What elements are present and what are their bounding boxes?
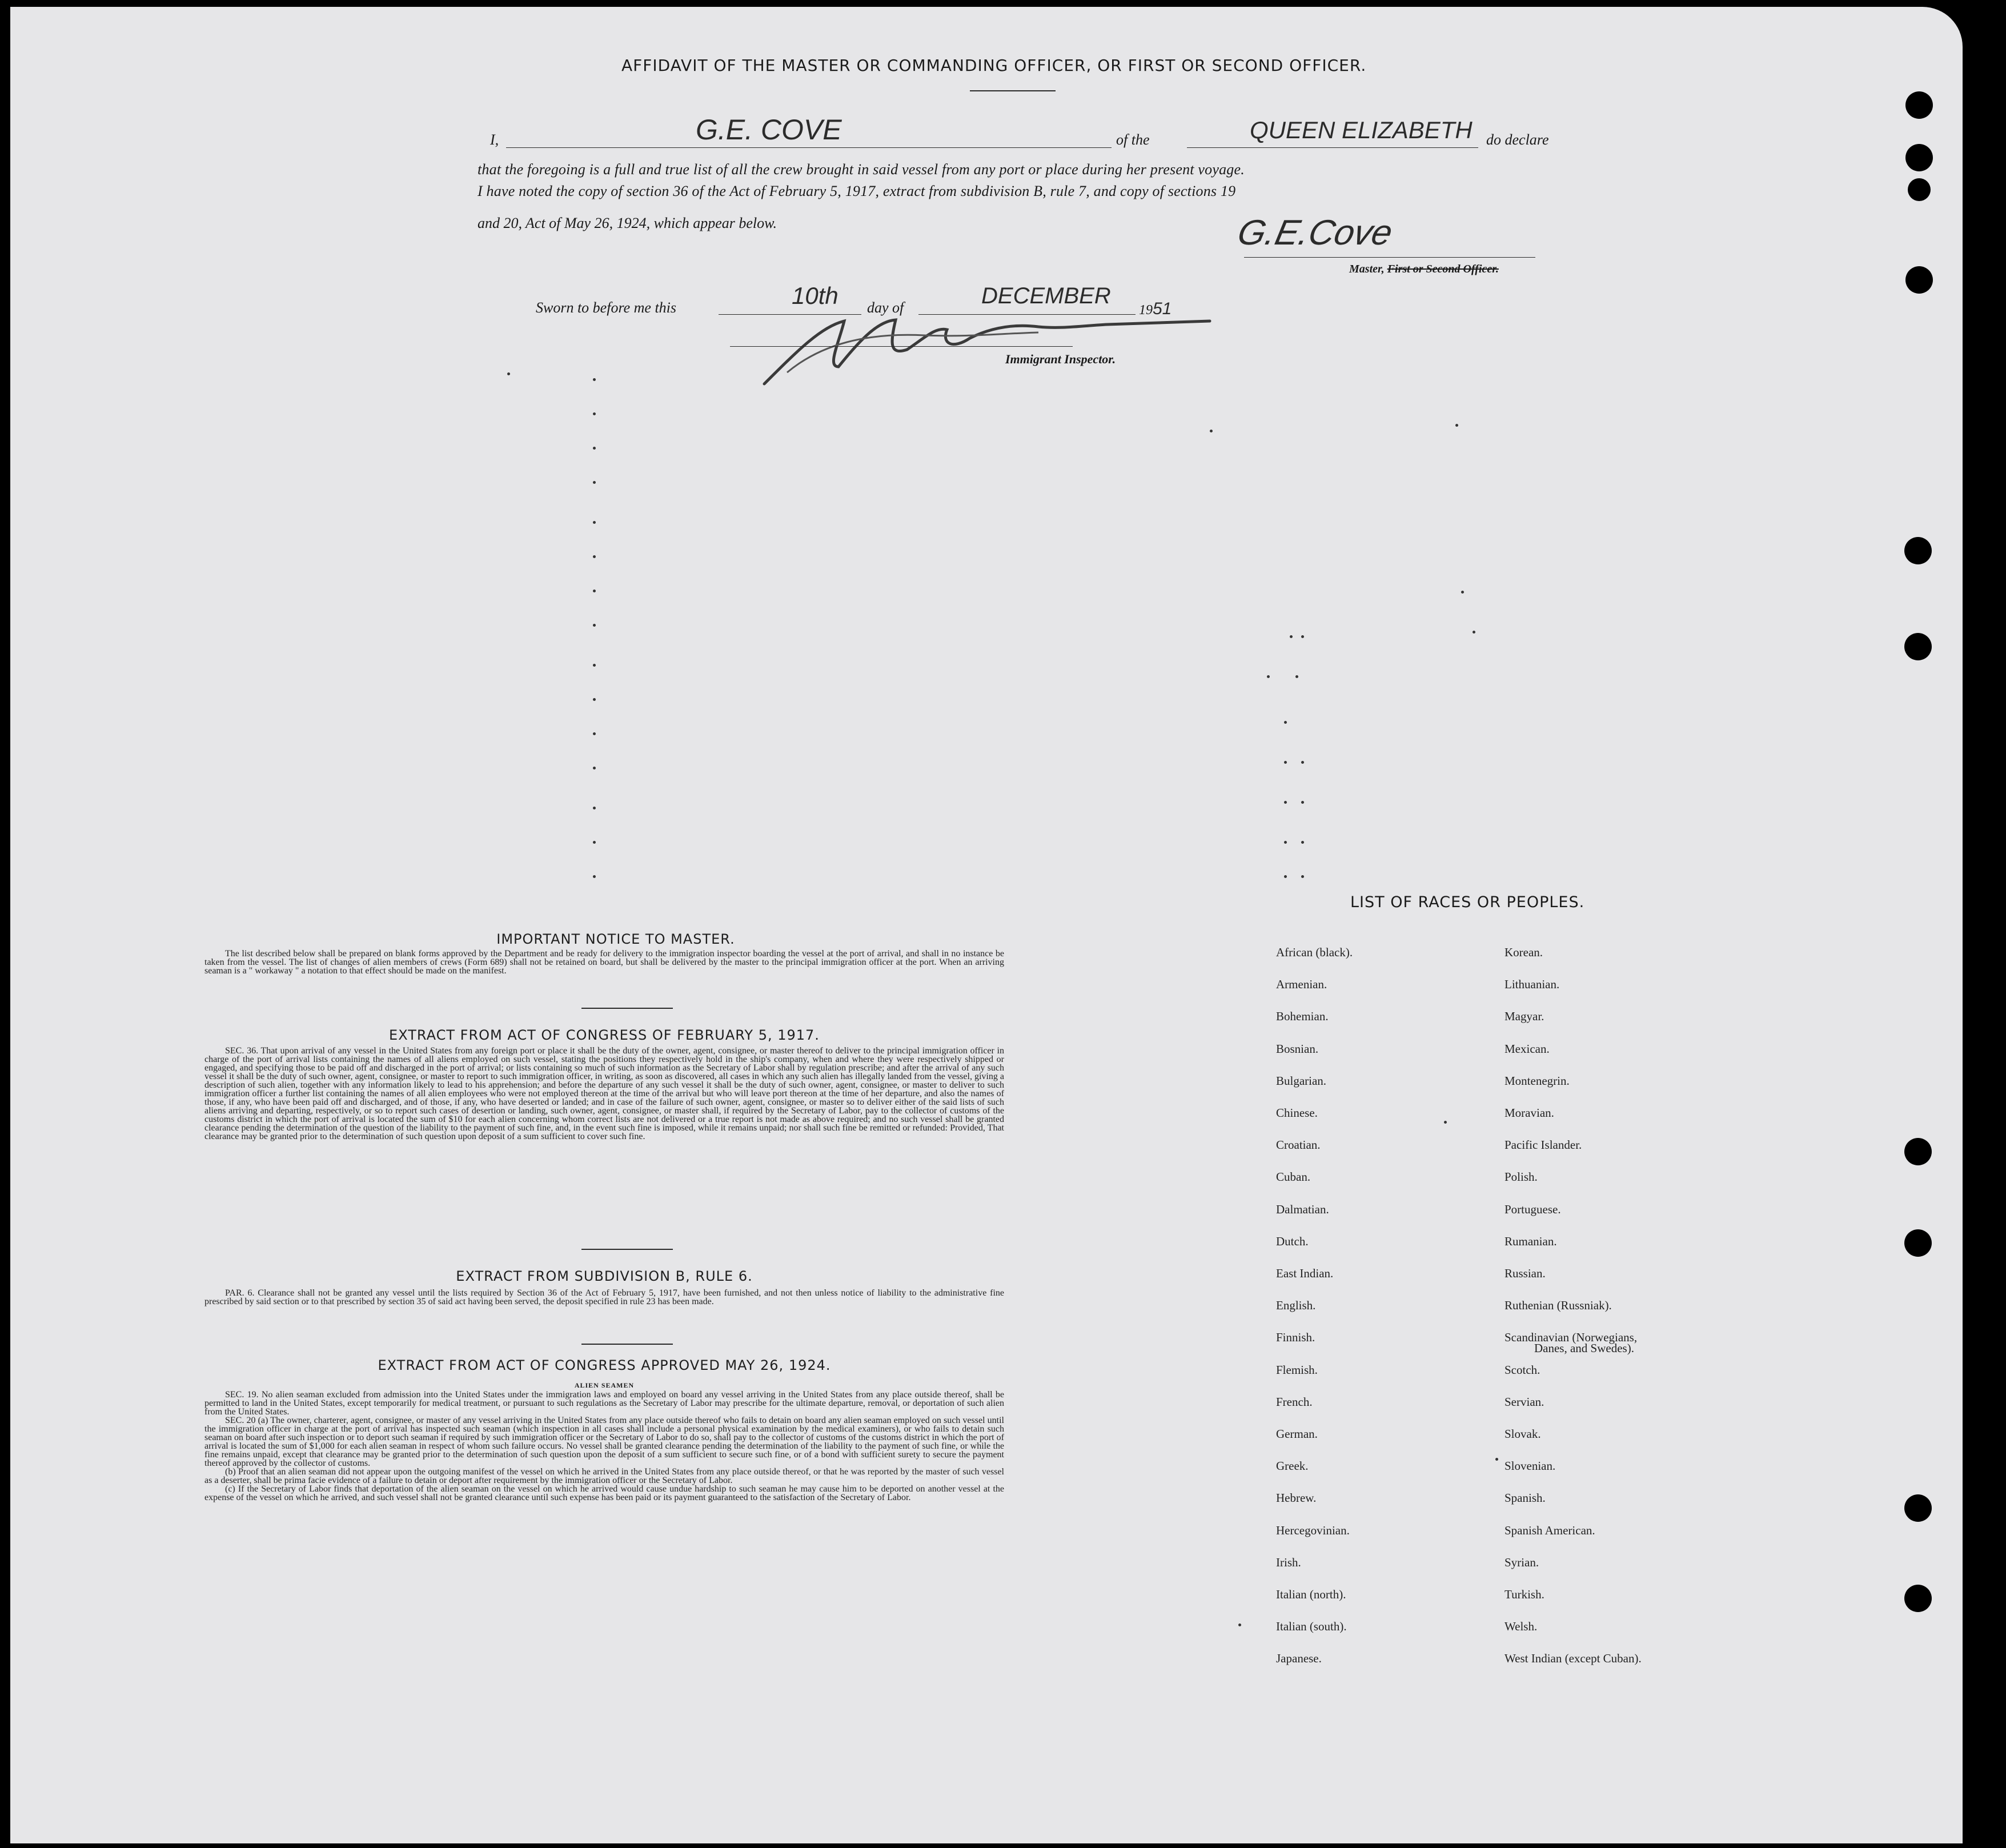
race-item: Turkish. — [1504, 1588, 1544, 1601]
dot — [1301, 635, 1304, 638]
dot — [593, 590, 596, 592]
master-signature-line — [1244, 257, 1535, 258]
dot — [1210, 430, 1213, 432]
dot — [1284, 841, 1287, 844]
inspector-signature-line — [730, 346, 1073, 347]
dot — [593, 875, 596, 878]
extract3-paragraph-1: SEC. 19. No alien seaman excluded from admission into the United States under the immigration laws and employed on board any vessel arriving in the United States from any place outside thereof, shall be permitted to land in the United States, except temporarily for medical treatment, or pursuant to such regulations as the Secretary of Labor may prescribe for the ultimate departure, removal, or deportation of such alien from the United States. — [204, 1390, 1004, 1417]
punch-hole — [1904, 1585, 1932, 1612]
race-item: Dalmatian. — [1276, 1202, 1329, 1216]
dot — [593, 378, 596, 381]
dot — [1295, 675, 1298, 678]
year-prefix: 19 — [1139, 303, 1153, 318]
race-item: Spanish American. — [1504, 1524, 1595, 1537]
do-declare-label: do declare — [1486, 131, 1549, 148]
race-item: Ruthenian (Russniak). — [1504, 1298, 1612, 1312]
extract2-title: EXTRACT FROM SUBDIVISION B, RULE 6. — [456, 1268, 753, 1284]
race-item: Irish. — [1276, 1556, 1301, 1569]
race-item: Spanish. — [1504, 1491, 1546, 1505]
divider — [581, 1249, 673, 1250]
dot — [1444, 1121, 1447, 1124]
dot — [1301, 801, 1304, 804]
race-item: Moravian. — [1504, 1106, 1554, 1120]
notice-paragraph: The list described below shall be prepared on blank forms approved by the Department and be ready for delivery to the immigration inspector boarding the vessel at the port of arrival, and shall in no instance be taken from the vessel. The list of changes of alien members of crews (Form 689) shall not be retained on board, but shall be delivered by the master to the principal immigration officer at the port. When an arriving seaman is a " workaway " a notation to that effect should be made on the manifest. — [204, 949, 1004, 976]
dot — [593, 624, 596, 627]
dot — [593, 521, 596, 524]
inspector-caption: Immigrant Inspector. — [1005, 352, 1116, 366]
dot — [593, 841, 596, 844]
race-item: East Indian. — [1276, 1266, 1334, 1280]
notice-title: IMPORTANT NOTICE TO MASTER. — [496, 931, 735, 947]
race-item: Armenian. — [1276, 977, 1327, 991]
race-item: Bosnian. — [1276, 1042, 1319, 1056]
extract1-text — [204, 1047, 1004, 1141]
race-item: Finnish. — [1276, 1330, 1315, 1344]
year-value: 51 — [1153, 299, 1172, 318]
extract2-text — [204, 1289, 1004, 1306]
divider — [581, 1008, 673, 1009]
race-item: Magyar. — [1504, 1009, 1544, 1023]
dot — [1238, 1623, 1241, 1626]
race-item: Italian (south). — [1276, 1619, 1347, 1633]
dot — [593, 555, 596, 558]
dot — [1455, 424, 1458, 427]
race-item: Cuban. — [1276, 1170, 1311, 1184]
race-item: Russian. — [1504, 1266, 1546, 1280]
dot — [593, 698, 596, 701]
dot — [593, 767, 596, 769]
of-the-label: of the — [1116, 131, 1150, 148]
affidavit-line-4: and 20, Act of May 26, 1924, which appear below. — [478, 215, 777, 231]
extract3-subtitle: ALIEN SEAMEN — [574, 1381, 635, 1389]
dot — [593, 481, 596, 484]
affidavit-line-3: I have noted the copy of section 36 of the Act of February 5, 1917, extract from subdivision B, rule 7, and copy of sections 19 — [478, 183, 1236, 199]
dot — [593, 807, 596, 809]
affidavit-line-2: that the foregoing is a full and true list of all the crew brought in said vessel from any port or place during her present voyage. — [478, 161, 1245, 178]
race-item: Rumanian. — [1504, 1234, 1557, 1248]
dot — [1473, 631, 1475, 634]
notice-text — [204, 949, 1004, 975]
dot — [1495, 1458, 1498, 1461]
race-item: Syrian. — [1504, 1556, 1539, 1569]
dot — [593, 732, 596, 735]
vessel-name-line — [1187, 147, 1478, 148]
race-item: Scotch. — [1504, 1363, 1540, 1377]
dot — [1301, 841, 1304, 844]
punch-hole — [1904, 1229, 1932, 1257]
race-item: Hercegovinian. — [1276, 1524, 1350, 1537]
dot — [507, 372, 510, 375]
affidavit-title: AFFIDAVIT OF THE MASTER OR COMMANDING OFFICER, OR FIRST OR SECOND OFFICER. — [621, 56, 1367, 75]
extract3-paragraph-4: (c) If the Secretary of Labor finds that deportation of the alien seaman on the vessel on which he arrived would cause undue hardship to such seaman he may cause him to be deported on another vessel at the expense of the vessel on which he arrived, and such vessel shall not be granted clearance until such expense has been paid or its payment guaranteed to the satisfaction of the Secretary of Labor. — [204, 1484, 1004, 1502]
sworn-day: 10th — [792, 282, 838, 309]
dot — [593, 447, 596, 450]
sworn-label: Sworn to before me this — [536, 299, 677, 316]
dot — [1301, 761, 1304, 764]
sworn-month: DECEMBER — [981, 283, 1111, 308]
race-item: Pacific Islander. — [1504, 1138, 1582, 1152]
punch-hole — [1905, 144, 1933, 171]
race-item: Greek. — [1276, 1459, 1309, 1473]
extract1-title: EXTRACT FROM ACT OF CONGRESS OF FEBRUARY 5, 1917. — [389, 1027, 820, 1043]
dot — [1284, 721, 1287, 724]
dot — [1290, 635, 1293, 638]
extract3-text — [204, 1390, 1004, 1502]
race-item: Welsh. — [1504, 1619, 1538, 1633]
master-name-line — [506, 147, 1112, 148]
i-label: I, — [490, 131, 499, 148]
race-item: Slovenian. — [1504, 1459, 1556, 1473]
race-item: Slovak. — [1504, 1427, 1541, 1441]
punch-hole — [1905, 91, 1933, 119]
extract3-paragraph-2: SEC. 20 (a) The owner, charterer, agent, consignee, or master of any vessel arriving in the United States from any place outside thereof who fails to detain on board any alien seaman employed on such vessel until the immigration officer in charge at the port of arrival has inspected such seaman (which inspection in all cases shall include a personal physical examination by the medical examiners), or who fails to detain such seaman on board after such inspection or to deport such seaman if required by such immigration officer or the Secretary of Labor to do so, shall pay to the collector of customs of the customs district in which the port of arrival is located the sum of $1,000 for each alien seaman in respect of whom such failure occurs. No vessel shall be granted clearance pending the determination of the liability to the payment of such fine, or while the fine remains unpaid, except that clearance may be granted prior to the determination of such question upon the deposit of a sum sufficient to secure such fine, or of a bond with sufficient surety to secure the payment thereof approved by the collector of customs. — [204, 1416, 1004, 1468]
race-item: Croatian. — [1276, 1138, 1321, 1152]
race-item: Lithuanian. — [1504, 977, 1560, 991]
dot — [1267, 675, 1270, 678]
race-item: African (black). — [1276, 945, 1353, 959]
extract2-paragraph: PAR. 6. Clearance shall not be granted any vessel until the lists required by Section 36 of the Act of February 5, 1917, have been furnished, and not then unless notice of liability to the administrative fine prescribed by said section or to that prescribed by section 35 of said act having been served, the deposit specified in rule 23 has been made. — [204, 1288, 1004, 1306]
race-item: Montenegrin. — [1504, 1074, 1570, 1088]
race-item: Portuguese. — [1504, 1202, 1561, 1216]
races-title: LIST OF RACES OR PEOPLES. — [1350, 893, 1585, 911]
race-item: Italian (north). — [1276, 1588, 1346, 1601]
punch-hole — [1904, 537, 1932, 564]
race-item: Korean. — [1504, 945, 1543, 959]
master-caption-label: Master, — [1349, 263, 1385, 275]
day-of-label: day of — [867, 299, 904, 316]
dot — [1284, 761, 1287, 764]
race-item: Mexican. — [1504, 1042, 1550, 1056]
dot — [1301, 875, 1304, 878]
punch-hole — [1904, 1494, 1932, 1522]
master-caption-struck: First or Second Officer. — [1387, 263, 1499, 275]
dot — [1461, 591, 1464, 594]
race-item: French. — [1276, 1395, 1313, 1409]
master-caption — [1349, 263, 1499, 276]
extract1-paragraph: SEC. 36. That upon arrival of any vessel in the United States from any foreign port or place it shall be the duty of the owner, agent, consignee, or master thereof to deliver to the principal immigration officer in charge of the port of arrival lists containing the names of all aliens employed on such vessel, stating the positions they respectively hold in the ship's company, when and where they were respectively shipped or engaged, and specifying those to be paid off and discharged in the port of arrival; or lists containing so much of such information as the Secretary of Labor shall by regulation prescribe; and after the arrival of any such vessel it shall be the duty of such owner, agent, consignee, or master to report to such immigration officer, in writing, as soon as discovered, all cases in which any such alien has illegally landed from the vessel, giving a description of such alien, together with any information likely to lead to his apprehension; and before the departure of any such vessel it shall be the duty of such owner, agent, consignee, or master to deliver to such immigration officer a further list containing the names of all alien employees who were not employed thereon at the time of the arrival but who will leave port thereon at the time of her departure, and also the names of those, if any, who have been paid off and discharged, and of those, if any, who have deserted or landed; and in case of the failure of such owner, agent, consignee, or master so to deliver either of the said lists of such aliens arriving and departing, respectively, or so to report such cases of desertion or landing, such owner, agent, consignee, or master shall, if required by the Secretary of Labor, pay to the collector of customs of the customs district in which the port of arrival is located the sum of $10 for each alien concerning whom correct lists are not delivered or a true report is not made as above required; and no such vessel shall be granted clearance pending the determination of the question of the liability to the payment of such fine, and, in the event such fine is imposed, while it remains unpaid; nor shall such fine be remitted or refunded: Provided, That clearance may be granted prior to the determination of such question upon deposit of a sum sufficient to cover such fine. — [204, 1046, 1004, 1141]
punch-hole — [1905, 266, 1933, 294]
race-item: German. — [1276, 1427, 1318, 1441]
dot — [1284, 801, 1287, 804]
vessel-name: QUEEN ELIZABETH — [1250, 117, 1473, 143]
dot — [593, 412, 596, 415]
punch-hole — [1904, 633, 1932, 660]
dot — [593, 664, 596, 667]
race-item: Hebrew. — [1276, 1491, 1317, 1505]
punch-hole — [1904, 1138, 1932, 1165]
title-underline — [970, 90, 1056, 91]
race-item: Polish. — [1504, 1170, 1538, 1184]
master-signature: G.E.Cove — [1234, 213, 1397, 252]
punch-hole — [1908, 178, 1931, 201]
race-item: Japanese. — [1276, 1651, 1322, 1665]
race-item: Scandinavian (Norwegians, — [1504, 1330, 1638, 1344]
race-item: Servian. — [1504, 1395, 1544, 1409]
extract3-paragraph-3: (b) Proof that an alien seaman did not appear upon the outgoing manifest of the vessel on which he arrived in the United States from any place outside thereof, or that he was reported by the master of such vessel as a deserter, shall be prima facie evidence of a failure to detain or deport after requirement by the immigration officer or the Secretary of Labor. — [204, 1467, 1004, 1485]
extract3-title: EXTRACT FROM ACT OF CONGRESS APPROVED MAY 26, 1924. — [378, 1357, 831, 1373]
inspector-signature — [753, 304, 1267, 395]
race-item: Dutch. — [1276, 1234, 1309, 1248]
divider — [581, 1344, 673, 1345]
race-item: Bohemian. — [1276, 1009, 1329, 1023]
dot — [1284, 875, 1287, 878]
race-item: Bulgarian. — [1276, 1074, 1327, 1088]
race-scandinavian-continued: Danes, and Swedes). — [1534, 1341, 1634, 1355]
race-item: West Indian (except Cuban). — [1504, 1651, 1642, 1665]
race-item: Flemish. — [1276, 1363, 1318, 1377]
race-item: English. — [1276, 1298, 1316, 1312]
race-item: Chinese. — [1276, 1106, 1318, 1120]
document-page — [10, 7, 1963, 1843]
master-name: G.E. COVE — [696, 114, 842, 146]
